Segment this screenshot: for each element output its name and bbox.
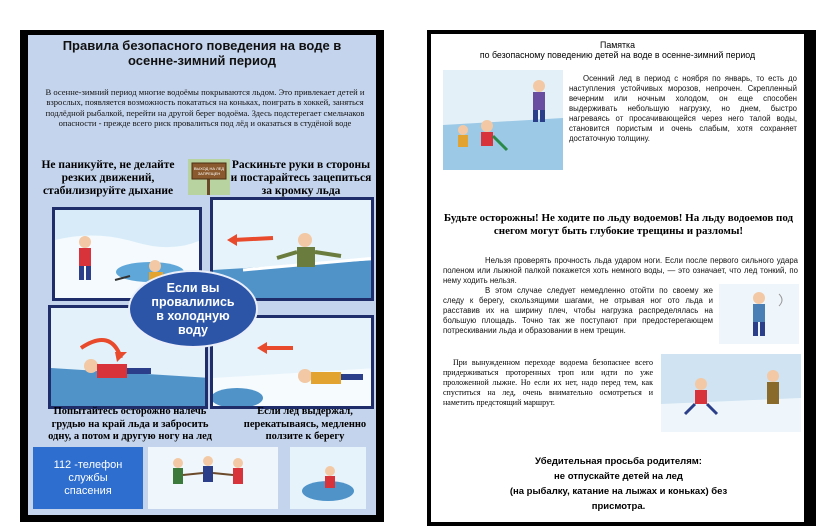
- poster-left-intro: В осенне-зимний период многие водоёмы покрываются льдом. Это привлекает детей и взрослых, появляется возможность покататься на коньках, поиграть в хоккей, заняться подлёдной рыбалкой, перейти на другой берег водоёма. Здесь подстерегает смельчаков опасности - прежде всего риск провалиться под лёд и оказаться в студёной воде: [45, 87, 365, 129]
- safety-memo-right: [427, 30, 816, 526]
- memo-paragraph-autumn-ice: Осенний лед в период с ноября по январь, то есть до наступления устойчивых морозов, непрочен. Скрепленный вечерним или ночным холодом, он еще способен выдерживать небольшую нагрузку, но днем, быстро нагреваясь от просачивающейся через него талой воды, становится пористым и очень слабым, хотя сохраняет достаточную толщину.: [569, 74, 797, 143]
- illustration-thin-ice: [443, 70, 563, 170]
- tip-lean-on-ice: Попытайтесь осторожно налечь грудью на край льда и забросить одну, а потом и другую ногу на лед: [48, 406, 212, 442]
- safety-poster-left: [20, 30, 384, 522]
- memo-paragraph-test-ice: Нельзя проверять прочность льда ударом ноги. Если после первого сильного удара поленом или лыжной палкой покажется хоть немного воды, — это означает, что лед тонкий, по нему ходить нельзя.: [443, 256, 798, 285]
- memo-paragraph-retreat: В этом случае следует немедленно отойти по своему же следу к берегу, скользящими шагами, не отрывая ног ото льда и расставив их на ширину плеч, чтобы нагрузка распределялась на большую площадь. Точно так же поступают при предостерегающем потрескивании льда и образовании в нем трещин.: [443, 286, 713, 335]
- memo-parent-request: [441, 454, 796, 514]
- center-oval-title: Если вы провалились в холодную воду: [128, 270, 258, 348]
- memo-final-line-1: Убедительная просьба родителям:: [535, 456, 702, 467]
- memo-title: Памятка по безопасному поведению детей на воде в осенне-зимний период: [479, 40, 756, 60]
- warning-sign-text: ВЫХОД НА ЛЕД: [193, 166, 225, 171]
- memo-warning: Будьте осторожны! Не ходите по льду водоемов! На льду водоемов под снегом могут быть глубокие трещины и разломы!: [443, 212, 794, 237]
- illustration-walking-on-ice: [661, 354, 801, 432]
- memo-final-line-4: присмотра.: [591, 501, 646, 512]
- poster-left-body: [28, 35, 376, 515]
- memo-final-line-3: (на рыбалку, катание на лыжах и коньках) без: [509, 486, 728, 497]
- memo-body: [431, 34, 804, 522]
- tip-no-panic: Не паникуйте, не делайте резких движений, стабилизируйте дыхание: [41, 159, 175, 197]
- poster-left-title: Правила безопасного поведения на воде в осенне-зимний период: [62, 38, 342, 68]
- tip-spread-arms: Раскиньте руки в стороны и постарайтесь зацепиться за кромку льда: [230, 159, 372, 197]
- scene-ice-hole: [290, 447, 366, 509]
- memo-paragraph-crossing: При вынужденном переходе водоема безопаснее всего придерживаться проторенных троп или идти по уже проложенной лыжне. Но если их нет, надо перед тем, как спуститься на лед, очень внимательно осмотреться и наметить предстоящий маршрут.: [443, 358, 653, 407]
- scene-children-rescue: [148, 447, 278, 509]
- memo-final-line-2: не отпускайте детей на лед: [554, 471, 683, 482]
- warning-sign-icon: [188, 159, 230, 195]
- illustration-child-on-ice: [719, 284, 799, 344]
- svg-text:ЗАПРЕЩЕН: ЗАПРЕЩЕН: [197, 171, 221, 176]
- emergency-phone-box: 112 -телефон службы спасения: [33, 447, 143, 509]
- tip-crawl-to-shore: Если лед выдержал, перекатываясь, медленно ползите к берегу: [243, 406, 367, 442]
